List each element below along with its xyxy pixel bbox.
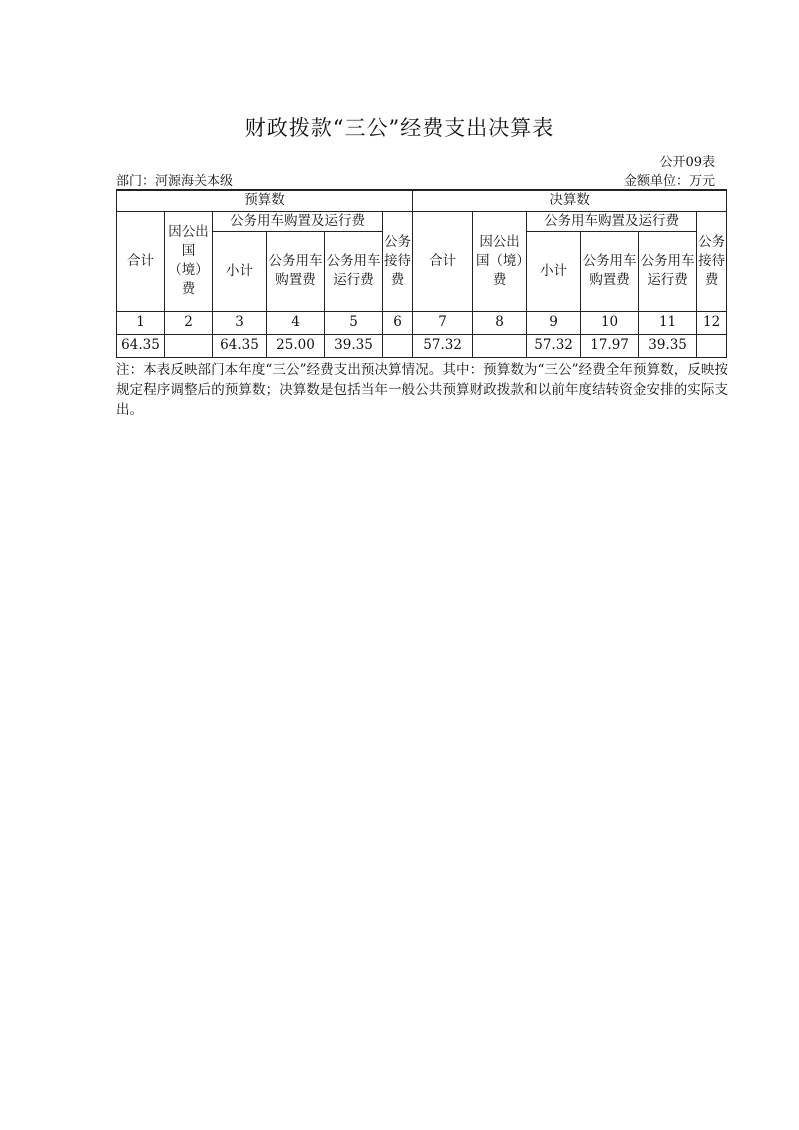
budget-vehicle-header: 公务用车购置及运行费 bbox=[213, 211, 383, 231]
budget-total-header: 合计 bbox=[117, 211, 165, 311]
value-cell: 64.35 bbox=[213, 334, 267, 357]
value-cell bbox=[383, 334, 413, 357]
final-vehicle-header: 公务用车购置及运行费 bbox=[527, 211, 697, 231]
col-number: 5 bbox=[325, 311, 383, 334]
col-number: 6 bbox=[383, 311, 413, 334]
final-group-header: 决算数 bbox=[413, 190, 727, 211]
budget-subtotal-header: 小计 bbox=[213, 231, 267, 311]
value-cell bbox=[165, 334, 213, 357]
final-vehicle-purchase-header: 公务用车购置费 bbox=[581, 231, 639, 311]
col-number: 11 bbox=[639, 311, 697, 334]
page-title: 财政拨款“三公”经费支出决算表 bbox=[244, 116, 555, 140]
col-number: 8 bbox=[473, 311, 527, 334]
department-label: 部门：河源海关本级 bbox=[116, 174, 234, 189]
final-subtotal-header: 小计 bbox=[527, 231, 581, 311]
form-number: 公开09表 bbox=[659, 155, 715, 170]
budget-reception-header: 公务接待费 bbox=[383, 211, 413, 311]
budget-vehicle-purchase-header: 公务用车购置费 bbox=[267, 231, 325, 311]
unit-label: 金额单位：万元 bbox=[623, 174, 715, 189]
value-cell: 57.32 bbox=[413, 334, 473, 357]
value-cell: 17.97 bbox=[581, 334, 639, 357]
col-number: 12 bbox=[697, 311, 727, 334]
value-cell: 25.00 bbox=[267, 334, 325, 357]
col-number: 7 bbox=[413, 311, 473, 334]
budget-group-header: 预算数 bbox=[117, 190, 413, 211]
footnote: 注：本表反映部门本年度“三公”经费支出预决算情况。其中：预算数为“三公”经费全年预算数，反映按规定程序调整后的预算数；决算数是包括当年一般公共预算财政拨款和以前年度结转资金安排的实际支出。 bbox=[116, 362, 728, 418]
budget-vehicle-run-header: 公务用车运行费 bbox=[325, 231, 383, 311]
expense-table bbox=[116, 189, 727, 358]
value-cell bbox=[697, 334, 727, 357]
final-vehicle-run-header: 公务用车运行费 bbox=[639, 231, 697, 311]
final-total-header: 合计 bbox=[413, 211, 473, 311]
value-cell bbox=[473, 334, 527, 357]
budget-abroad-header: 因公出国（境）费 bbox=[165, 211, 213, 311]
final-reception-header: 公务接待费 bbox=[697, 211, 727, 311]
value-cell: 39.35 bbox=[639, 334, 697, 357]
col-number: 3 bbox=[213, 311, 267, 334]
col-number: 4 bbox=[267, 311, 325, 334]
col-number: 1 bbox=[117, 311, 165, 334]
value-cell: 64.35 bbox=[117, 334, 165, 357]
final-abroad-header: 因公出国（境）费 bbox=[473, 211, 527, 311]
value-cell: 57.32 bbox=[527, 334, 581, 357]
col-number: 10 bbox=[581, 311, 639, 334]
col-number: 9 bbox=[527, 311, 581, 334]
value-cell: 39.35 bbox=[325, 334, 383, 357]
col-number: 2 bbox=[165, 311, 213, 334]
